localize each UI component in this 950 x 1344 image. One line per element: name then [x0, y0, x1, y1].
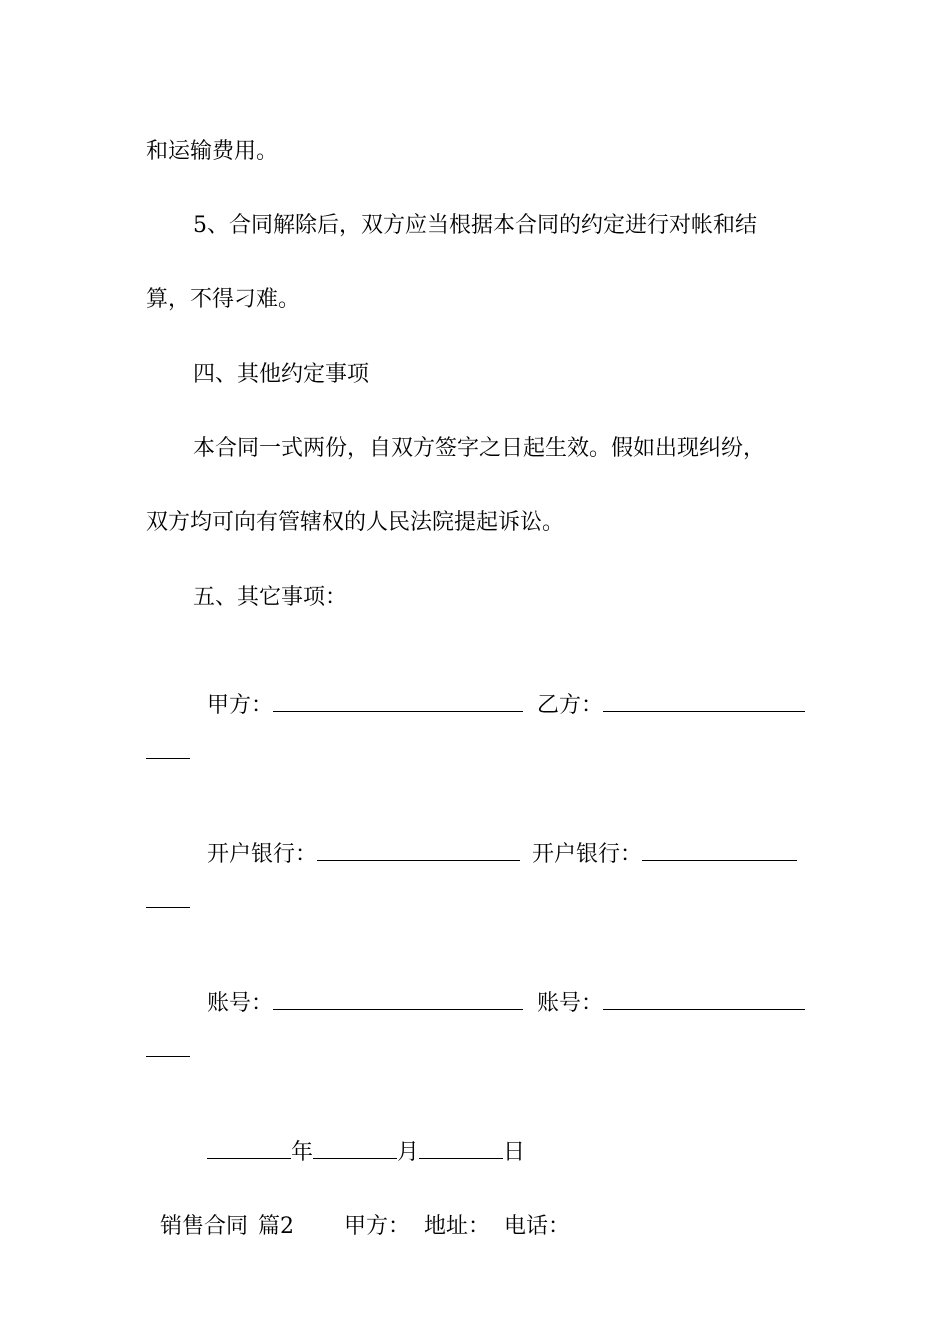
- bank-row: [193, 808, 797, 870]
- party-b-label: 乙方：: [537, 693, 604, 718]
- account-row: [193, 957, 805, 1019]
- next-contract-line: [146, 1182, 570, 1242]
- bank-a-blank[interactable]: [317, 838, 520, 861]
- section-4-body-line-1: 本合同一式两份，自双方签字之日起生效。假如出现纠纷，: [193, 436, 766, 461]
- bank-b-blank[interactable]: [642, 838, 797, 861]
- bank-b-blank-continuation: [146, 907, 190, 908]
- next-contract-address-label: 地址：: [424, 1214, 491, 1239]
- day-label: 日: [503, 1140, 526, 1165]
- paragraph-line: 和运输费用。: [146, 139, 279, 164]
- section-4-body-line-2: 双方均可向有管辖权的人民法院提起诉讼。: [146, 510, 565, 535]
- day-blank[interactable]: [419, 1136, 503, 1159]
- next-contract-title: 销售合同: [160, 1214, 249, 1239]
- party-a-blank[interactable]: [273, 689, 523, 712]
- year-label: 年: [291, 1140, 314, 1165]
- clause-5-line-1: 5、合同解除后，双方应当根据本合同的约定进行对帐和结: [193, 213, 757, 238]
- section-5-heading: 五、其它事项：: [193, 585, 348, 610]
- next-contract-phone-label: 电话：: [504, 1214, 571, 1239]
- party-b-blank[interactable]: [603, 689, 805, 712]
- clause-5-line-2: 算，不得刁难。: [146, 287, 301, 312]
- bank-b-label: 开户银行：: [532, 842, 643, 867]
- month-label: 月: [397, 1140, 420, 1165]
- account-a-label: 账号：: [207, 991, 274, 1016]
- next-contract-part: 篇2: [258, 1214, 295, 1239]
- section-4-heading: 四、其他约定事项: [193, 362, 370, 387]
- year-blank[interactable]: [207, 1136, 291, 1159]
- party-row: [193, 659, 805, 721]
- date-row: [193, 1106, 525, 1168]
- account-b-blank[interactable]: [603, 987, 805, 1010]
- month-blank[interactable]: [313, 1136, 397, 1159]
- account-b-blank-continuation: [146, 1056, 190, 1057]
- bank-a-label: 开户银行：: [207, 842, 318, 867]
- account-b-label: 账号：: [537, 991, 604, 1016]
- account-a-blank[interactable]: [273, 987, 523, 1010]
- party-b-blank-continuation: [146, 758, 190, 759]
- party-a-label: 甲方：: [207, 693, 274, 718]
- next-contract-party-a-label: 甲方：: [344, 1214, 411, 1239]
